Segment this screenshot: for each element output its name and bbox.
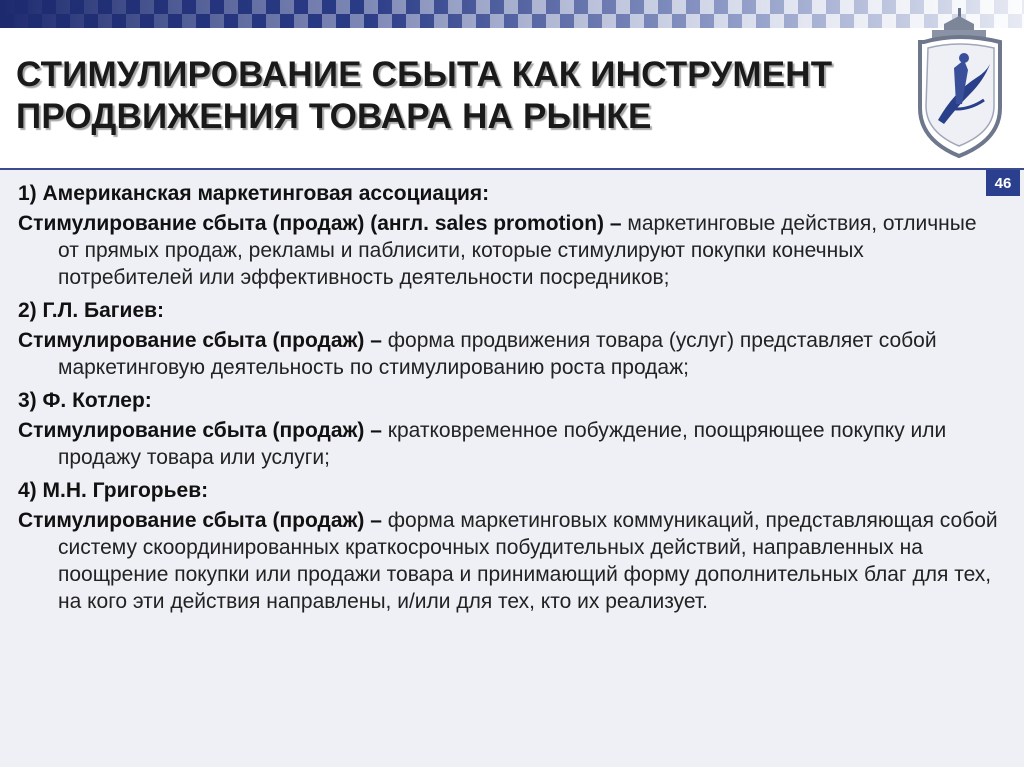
definition-heading: 2) Г.Л. Багиев: [18, 299, 165, 322]
slide-title [16, 54, 896, 138]
title-line-1: СТИМУЛИРОВАНИЕ СБЫТА КАК ИНСТРУМЕНТ [16, 55, 833, 94]
definition-body: форма маркетинговых коммуникаций, представляющая собой систему скоординированных краткосрочных побудительных действий, направленных на поощрение покупки или продажи товара и принимающий форму дополнительных благ для тех, на кого эти действия направлены, и/или для тех, кто их реализует. [58, 509, 998, 613]
definitions-list [18, 180, 998, 618]
definition-text [18, 507, 998, 615]
definition-term: Стимулирование сбыта (продаж) [18, 509, 365, 532]
definition-heading: 1) Американская маркетинговая ассоциация: [18, 182, 490, 205]
definition-term: Стимулирование сбыта (продаж) (англ. sales promotion) [18, 212, 605, 235]
definition-body: кратковременное побуждение, поощряющее покупку или продажу товара или услуги; [58, 419, 947, 469]
definition-body: маркетинговые действия, отличные от прямых продаж, рекламы и паблисити, которые стимулируют покупки конечных потребителей или эффективность деятельности посредников; [58, 212, 977, 289]
definition-term: Стимулирование сбыта (продаж) [18, 329, 365, 352]
page-number-badge: 46 [986, 170, 1020, 196]
definition-term: Стимулирование сбыта (продаж) [18, 419, 365, 442]
definition-text [18, 327, 998, 381]
top-decorative-bar [0, 0, 1024, 28]
definition-text [18, 210, 998, 291]
definition-dash: – [370, 329, 382, 352]
definition-heading: 4) М.Н. Григорьев: [18, 479, 209, 502]
definition-dash: – [370, 419, 382, 442]
definition-body: форма продвижения товара (услуг) представляет собой маркетинговую деятельность по стимулированию роста продаж; [58, 329, 937, 379]
definition-dash: – [370, 509, 382, 532]
definition-text [18, 417, 998, 471]
definition-dash: – [609, 212, 622, 235]
definition-heading: 3) Ф. Котлер: [18, 389, 152, 412]
checker-pattern [0, 0, 1024, 28]
title-line-2: ПРОДВИЖЕНИЯ ТОВАРА НА РЫНКЕ [16, 97, 652, 136]
university-shield-icon [914, 8, 1014, 160]
